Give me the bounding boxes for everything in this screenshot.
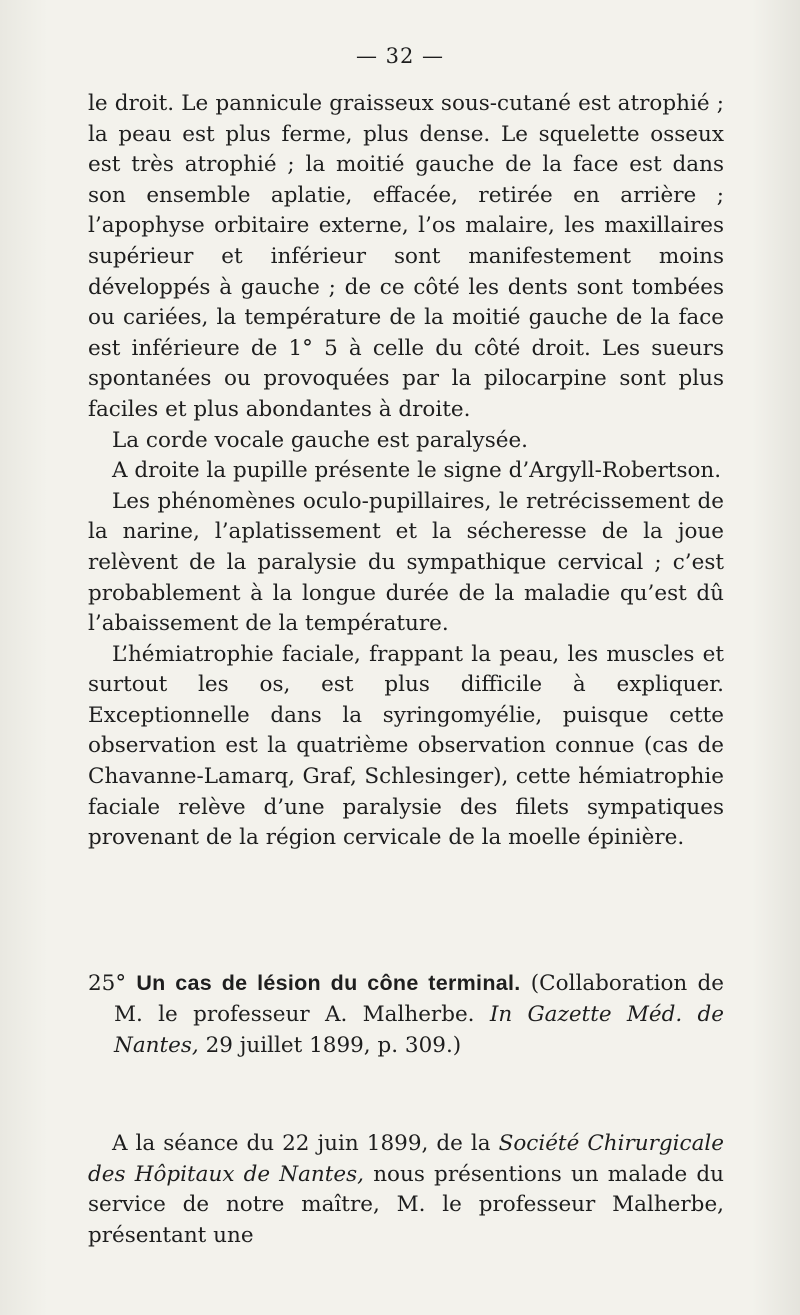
paragraph: Les phénomènes oculo-pupillaires, le retrécissement de la narine, l’aplatissement et la sécheresse de la joue relèvent de la paralysie du sympathique cervical ; c’est probablement à la longue durée de la maladie qu’est dû l’abaissement de la température.	[88, 488, 724, 637]
body-text-continued	[88, 1129, 724, 1251]
entry-date: 29 juillet 1899, p. 309.)	[205, 1033, 462, 1058]
paragraph	[88, 1129, 724, 1251]
paragraph: A droite la pupille présente le signe d’Argyll-Robertson.	[112, 458, 722, 484]
paragraph: La corde vocale gauche est paralysée.	[112, 427, 529, 453]
entry-number: 25°	[88, 971, 127, 996]
paragraph-text: nous présentions un malade du service de notre maître, M. le professeur Malherbe, présentant une	[88, 1161, 724, 1248]
paragraph: le droit. Le pannicule graisseux sous-cutané est atrophié ; la peau est plus ferme, plus dense. Le squelette osseux est très atrophié ; la moitié gauche de la face est dans son ensemble aplatie, effacée, retirée en arrière ; l’apophyse orbitaire externe, l’os malaire, les maxillaires supérieur et inférieur sont manifestement moins développés à gauche ; de ce côté les dents sont tombées ou cariées, la température de la moitié gauche de la face est inférieure de 1° 5 à celle du côté droit. Les sueurs spontanées ou provoquées par la pilocarpine sont plus faciles et plus abondantes à droite.	[88, 91, 724, 422]
society-name: Société Chirurgicale des Hôpitaux de Nantes,	[88, 1131, 724, 1187]
page-number: — 32 —	[355, 44, 445, 68]
paragraph: L’hémiatrophie faciale, frappant la peau, les muscles et surtout les os, est plus difficile à expliquer. Exceptionnelle dans la syringomyélie, puisque cette observation est la quatrième observation connue (cas de Chavanne-Lamarq, Graf, Schlesinger), cette hémiatrophie faciale relève d’une paralysie des filets sympatiques provenant de la région cervicale de la moelle épinière.	[88, 641, 724, 851]
paragraph-text: A la séance du 22 juin 1899, de la	[112, 1131, 491, 1156]
entry-title: Un cas de lésion du cône terminal.	[136, 971, 521, 995]
entry-collaboration: (Collaboration de M. le professeur A. Malherbe.	[114, 971, 724, 1027]
bibliography-entry	[88, 968, 724, 1061]
body-text	[88, 89, 724, 854]
entry-source: In Gazette Méd. de Nantes,	[114, 1002, 725, 1058]
